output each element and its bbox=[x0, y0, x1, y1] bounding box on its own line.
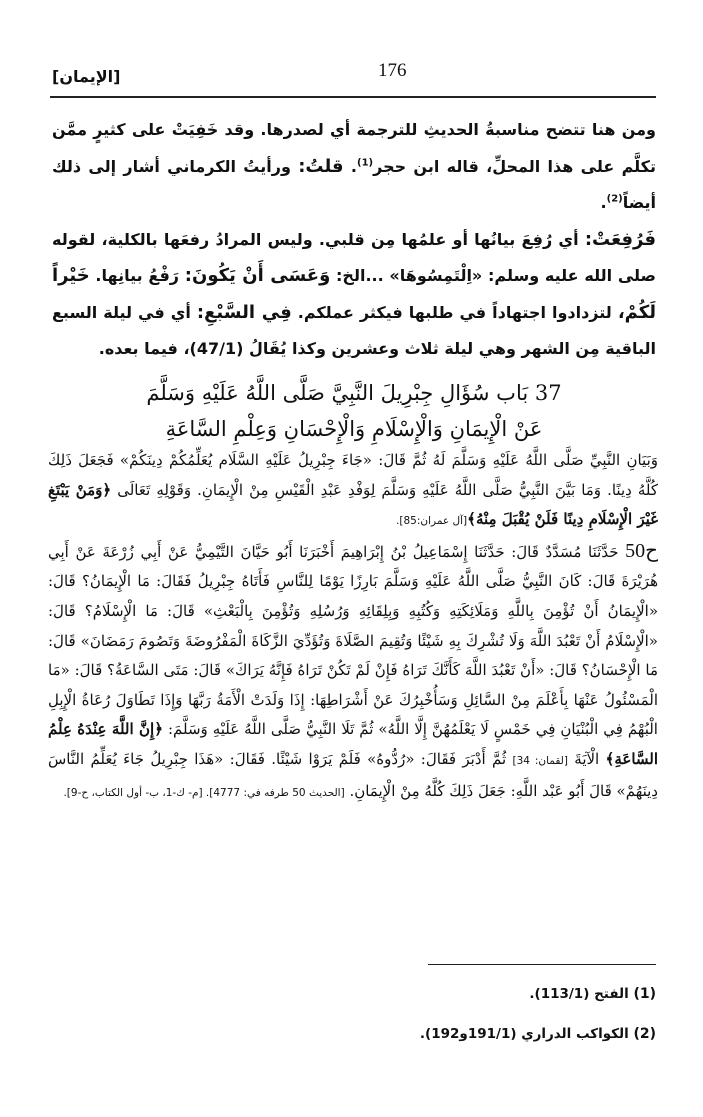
quran-verse-1: ﴿وَمَنْ يَبْتَغِ غَيْرَ الْإِسْلَامِ دِينًا فَلَنْ يُقْبَلَ مِنْهُ﴾ bbox=[48, 480, 658, 529]
chapter-title-line-1: 37 بَاب سُؤَالِ جِبْرِيلَ النَّبِيَّ صَلَّى اللَّهُ عَلَيْهِ وَسَلَّمَ bbox=[146, 381, 562, 405]
footnote-ref-1: (1) bbox=[356, 157, 374, 169]
footnote-rule bbox=[428, 964, 656, 965]
hadith-text: حَدَّثَنَا مُسَدَّدٌ قَالَ: حَدَّثَنَا إِسْمَاعِيلُ بْنُ إِبْرَاهِيمَ أَخْبَرَنَا أَبُو حَيَّانَ التَّيْمِيُّ عَنْ أَبِي زُرْعَةَ عَنْ أَبِي هُرَيْرَةَ قَالَ: كَانَ النَّبِيُّ صَلَّى اللَّهُ عَلَيْهِ وَسَلَّمَ بَارِزًا يَوْمًا لِلنَّاسِ فَأَتَاهُ جِبْرِيلُ فَقَالَ: مَا الْإِيمَانُ؟ قَالَ: «الْإِيمَانُ أَنْ تُؤْمِنَ بِاللَّهِ وَمَلَائِكَتِهِ وَكُتُبِهِ وَبِلِقَائِهِ وَرُسُلِهِ وَتُؤْمِنَ بِالْبَعْثِ» قَالَ: مَا الْإِسْلَامُ؟ قَالَ: «الْإِسْلَامُ أَنْ تَعْبُدَ اللَّهَ وَلَا تُشْرِكَ بِهِ شَيْئًا وَتُقِيمَ الصَّلَاةَ وَتُؤَدِّيَ الزَّكَاةَ الْمَفْرُوضَةَ وَتَصُومَ رَمَضَانَ» قَالَ: مَا الْإِحْسَانُ؟ قَالَ: «أَنْ تَعْبُدَ اللَّهَ كَأَنَّكَ تَرَاهُ فَإِنْ لَمْ تَكُنْ تَرَاهُ فَإِنَّهُ يَرَاكَ» قَالَ: مَتَى السَّاعَةُ؟ قَالَ: «مَا الْمَسْئُولُ عَنْهَا بِأَعْلَمَ مِنْ السَّائِلِ وَسَأُخْبِرُكَ عَنْ أَشْرَاطِهَا: إِذَا وَلَدَتْ الْأَمَةُ رَبَّهَا وَإِذَا تَطَاوَلَ رُعَاةُ الْإِبِلِ الْبُهْمُ فِي الْبُنْيَانِ فِي خَمْسٍ لَا يَعْلَمُهُنَّ إِلَّا اللَّهُ» ثُمَّ تَلَا النَّبِيُّ صَلَّى اللَّهُ عَلَيْهِ وَسَلَّمَ: bbox=[48, 542, 658, 739]
footnote-text: الفتح (113/1). bbox=[529, 986, 629, 1002]
page-number: 176 bbox=[378, 60, 407, 81]
chapter-title bbox=[52, 375, 656, 447]
commentary-text: . bbox=[343, 156, 357, 176]
commentary-text: لتزدادوا اجتهاداً في طلبها فيكثر عملكم. bbox=[291, 302, 618, 322]
commentary-text: أي رُفِعَ بيانُها أو علمُها مِن قلبي. وليس المرادُ رفعَها بالكلية، لقوله صلى الله عليه وسلم: «اِلْتَمِسُوهَا» ...الخ: bbox=[52, 229, 657, 285]
keyword-khayran: خَيْراً لَكُمْ، bbox=[52, 265, 656, 323]
commentary-text: رَفْعُ بيانِها. bbox=[89, 266, 185, 285]
chapter-title-line-2: عَنْ الْإِيمَانِ وَالْإِسْلَامِ وَالْإِحْسَانِ وَعِلْمِ السَّاعَةِ bbox=[165, 417, 543, 441]
keyword-asa: وَعَسَى أَنْ يَكُونَ: bbox=[184, 265, 331, 286]
header-rule bbox=[50, 96, 656, 98]
hadith-text: الْآيَةَ bbox=[567, 749, 606, 768]
keyword-rufiat: فَرُفِعَتْ: bbox=[584, 228, 656, 250]
footnote-1 bbox=[52, 974, 656, 1014]
hadith-paragraph bbox=[48, 537, 658, 808]
commentary-paragraph bbox=[52, 222, 656, 368]
footnotes bbox=[52, 974, 656, 1054]
running-head: [الإيمان] bbox=[52, 67, 121, 86]
hadith-number: ح50 bbox=[625, 539, 658, 562]
footnote-ref-2: (2) bbox=[606, 193, 623, 205]
footnote-number: (1) bbox=[633, 986, 656, 1002]
commentary-paragraph bbox=[52, 112, 656, 222]
quran-reference-2: [لقمان: 34] bbox=[512, 754, 568, 767]
commentary-text: . bbox=[600, 193, 607, 212]
hadith-paragraph bbox=[48, 446, 658, 537]
commentary-text: ورأيتُ الكرماني أشار إلى ذلك أيضاً bbox=[52, 156, 656, 212]
quran-reference-1: [آل عمران:85]. bbox=[396, 515, 468, 528]
hadith-text: ثُمَّ أَدْبَرَ فَقَالَ: «رُدُّوهُ» فَلَمْ يَرَوْا شَيْئًا. فَقَالَ: «هَذَا جِبْرِيلُ جَاءَ يُعَلِّمُ النَّاسَ دِينَهُمْ» قَالَ أَبُو عَبْد اللَّهِ: جَعَلَ ذَلِكَ كُلَّهُ مِنْ الْإِيمَانِ. bbox=[48, 749, 658, 800]
footnote-text: الكواكب الدراري (191/1و192). bbox=[419, 1026, 629, 1042]
commentary-text: أي في ليلة السبع الباقية مِن الشهر وهي ليلة ثلاث وعشرين وكذا يُقَالُ (47/1)، فيما بعده. bbox=[52, 302, 656, 358]
quran-verse-2: ﴿إِنَّ اللَّهَ عِنْدَهُ عِلْمُ السَّاعَةِ﴾ bbox=[48, 720, 659, 768]
footnote-number: (2) bbox=[633, 1026, 656, 1042]
chapter-intro-text: وَبَيَانِ النَّبِيِّ صَلَّى اللَّهُ عَلَيْهِ وَسَلَّمَ لَهُ ثُمَّ قَالَ: «جَاءَ جِبْرِيلُ عَلَيْهِ السَّلَام يُعَلِّمُكُمْ دِينَكُمْ» فَجَعَلَ ذَلِكَ كُلَّهُ دِينًا. وَمَا بَيَّنَ النَّبِيُّ صَلَّى اللَّهُ عَلَيْهِ وَسَلَّمَ لِوَفْدِ عَبْدِ الْقَيْسِ مِنْ الْإِيمَانِ. وَقَوْلِهِ تَعَالَى bbox=[48, 451, 658, 499]
keyword-sab: فِي السَّبْعِ: bbox=[196, 301, 292, 323]
commentary-section bbox=[52, 112, 656, 368]
hadith-cross-reference: [الحديث 50 طرفه في: 4777]. [م- ك-1، ب- أول الكتاب، ح-9]. bbox=[63, 786, 345, 799]
footnote-2 bbox=[52, 1014, 656, 1054]
commentary-text: ومن هنا تتضح مناسبةُ الحديثِ للترجمة أي لصدرها. وقد خَفِيَتْ على كثيرٍ ممَّن تكلَّم على هذا المحلِّ، قاله ابن حجر bbox=[52, 120, 656, 176]
keyword-qultu: قلتُ: bbox=[298, 155, 344, 177]
hadith-section bbox=[48, 446, 658, 808]
